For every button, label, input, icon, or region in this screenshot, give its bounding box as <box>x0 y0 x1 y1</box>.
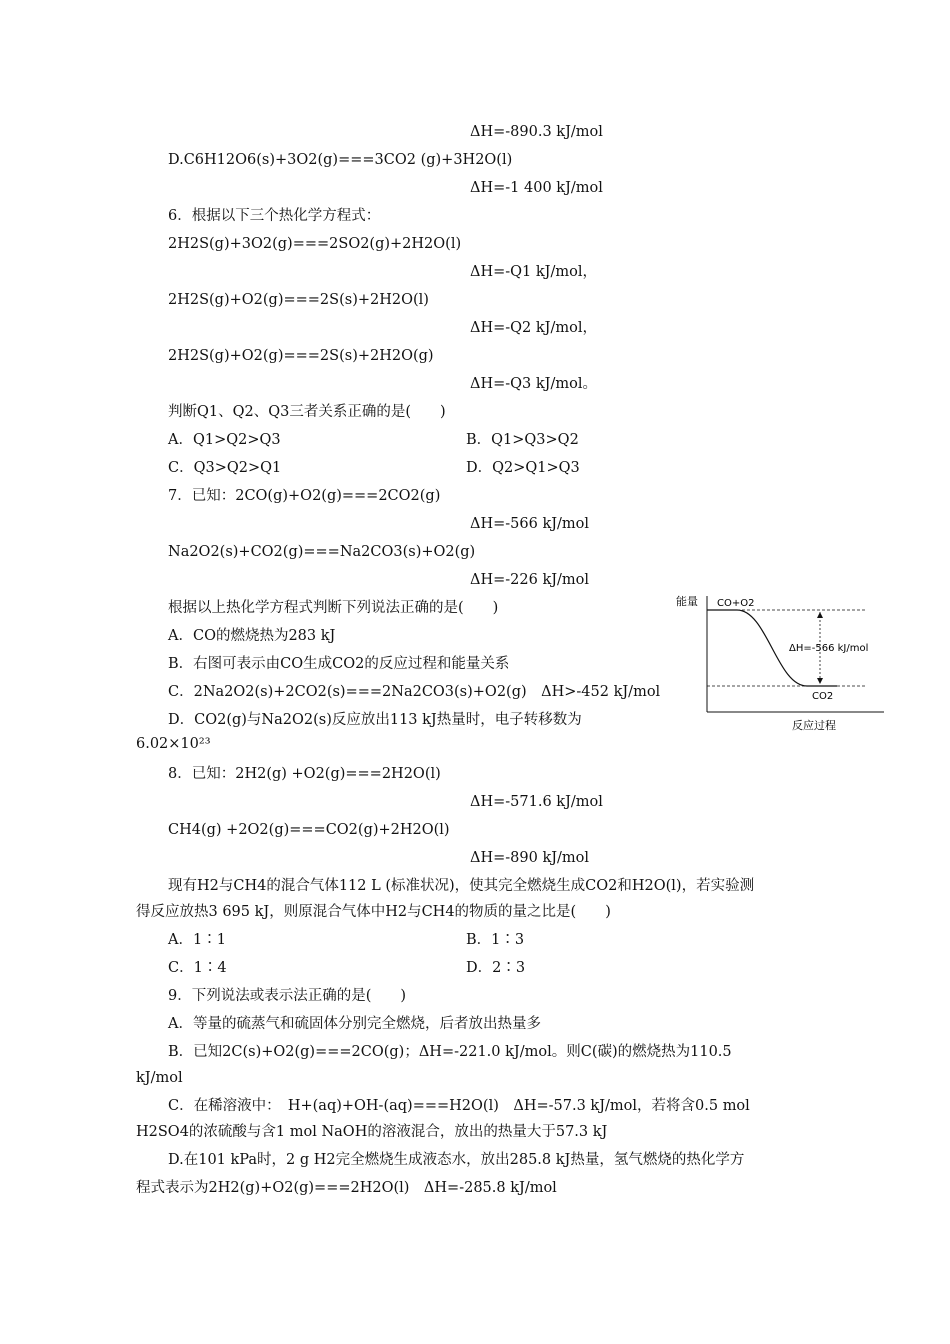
option-b: B．已知2C(s)+O2(g)===2CO(g)；ΔH=-221.0 kJ/mol。则C(碳)的燃烧热为110.5 <box>168 1044 732 1060</box>
option-b: B．右图可表示由CO生成CO2的反应过程和能量关系 <box>168 656 510 672</box>
option-c: C．Q3>Q2>Q1 <box>168 460 282 476</box>
option-a: A．1∶1 <box>168 932 226 948</box>
text-line: ΔH=-Q1 kJ/mol， <box>470 264 597 280</box>
text-line: 判断Q1、Q2、Q3三者关系正确的是( ) <box>168 404 446 420</box>
option-b: B．1∶3 <box>466 932 525 948</box>
question-8-stem: 8．已知：2H2(g) +O2(g)===2H2O(l) <box>168 766 441 782</box>
option-d: D．Q2>Q1>Q3 <box>466 460 580 476</box>
arrow-head-down <box>817 678 823 684</box>
option-b: B．Q1>Q3>Q2 <box>466 432 579 448</box>
option-d: D.在101 kPa时，2 g H2完全燃烧生成液态水，放出285.8 kJ热量，氢气燃烧的热化学方 <box>168 1152 745 1168</box>
option-d: D．CO2(g)与Na2O2(s)反应放出113 kJ热量时，电子转移数为 <box>168 712 582 728</box>
option-a: A．CO的燃烧热为283 kJ <box>168 628 336 644</box>
arrow-head-up <box>817 612 823 618</box>
reactant-label: CO+O2 <box>717 598 755 609</box>
text-line: 得反应放热3 695 kJ，则原混合气体中H2与CH4的物质的量之比是( ) <box>136 904 611 920</box>
text-line: 2H2S(g)+3O2(g)===2SO2(g)+2H2O(l) <box>168 236 462 252</box>
question-6-stem: 6．根据以下三个热化学方程式： <box>168 208 381 224</box>
text-line: CH4(g) +2O2(g)===CO2(g)+2H2O(l) <box>168 822 450 838</box>
question-7-stem: 7．已知：2CO(g)+O2(g)===2CO2(g) <box>168 488 441 504</box>
product-label: CO2 <box>812 691 834 702</box>
option-c: C．1∶4 <box>168 960 227 976</box>
text-line: 6.02×10²³ <box>136 736 211 752</box>
option-d: D．2∶3 <box>466 960 526 976</box>
text-line: ΔH=-890.3 kJ/mol <box>470 124 603 140</box>
y-axis-label: 能量 <box>676 595 698 608</box>
text-line: ΔH=-1 400 kJ/mol <box>470 180 603 196</box>
text-line: H2SO4的浓硫酸与含1 mol NaOH的溶液混合，放出的热量大于57.3 kJ <box>136 1124 608 1140</box>
text-line: ΔH=-Q3 kJ/mol。 <box>470 376 597 392</box>
text-line: D.C6H12O6(s)+3O2(g)===3CO2 (g)+3H2O(l) <box>168 152 513 168</box>
energy-diagram <box>672 588 902 733</box>
text-line: ΔH=-571.6 kJ/mol <box>470 794 603 810</box>
text-line: kJ/mol <box>136 1070 183 1086</box>
option-a: A．等量的硫蒸气和硫固体分别完全燃烧，后者放出热量多 <box>168 1016 541 1032</box>
text-line: 根据以上热化学方程式判断下列说法正确的是( ) <box>168 600 499 616</box>
text-line: ΔH=-566 kJ/mol <box>470 516 590 532</box>
text-line: ΔH=-890 kJ/mol <box>470 850 590 866</box>
text-line: 现有H2与CH4的混合气体112 L (标准状况)，使其完全燃烧生成CO2和H2O(l)，若实验测 <box>168 878 755 894</box>
text-line: 2H2S(g)+O2(g)===2S(s)+2H2O(l) <box>168 292 429 308</box>
question-9-stem: 9．下列说法或表示法正确的是( ) <box>168 988 407 1004</box>
text-line: 2H2S(g)+O2(g)===2S(s)+2H2O(g) <box>168 348 434 364</box>
text-line: Na2O2(s)+CO2(g)===Na2CO3(s)+O2(g) <box>168 544 476 560</box>
text-line: ΔH=-226 kJ/mol <box>470 572 590 588</box>
text-line: 程式表示为2H2(g)+O2(g)===2H2O(l) ΔH=-285.8 kJ/mol <box>136 1180 557 1196</box>
option-c: C．2Na2O2(s)+2CO2(s)===2Na2CO3(s)+O2(g) ΔH>-452 kJ/mol <box>168 684 661 700</box>
option-a: A．Q1>Q2>Q3 <box>168 432 281 448</box>
option-c: C．在稀溶液中： H+(aq)+OH-(aq)===H2O(l) ΔH=-57.3 kJ/mol，若将含0.5 mol <box>168 1098 750 1114</box>
x-axis-label: 反应过程 <box>792 719 836 732</box>
text-line: ΔH=-Q2 kJ/mol， <box>470 320 597 336</box>
dh-label: ΔH=-566 kJ/mol <box>789 643 869 654</box>
